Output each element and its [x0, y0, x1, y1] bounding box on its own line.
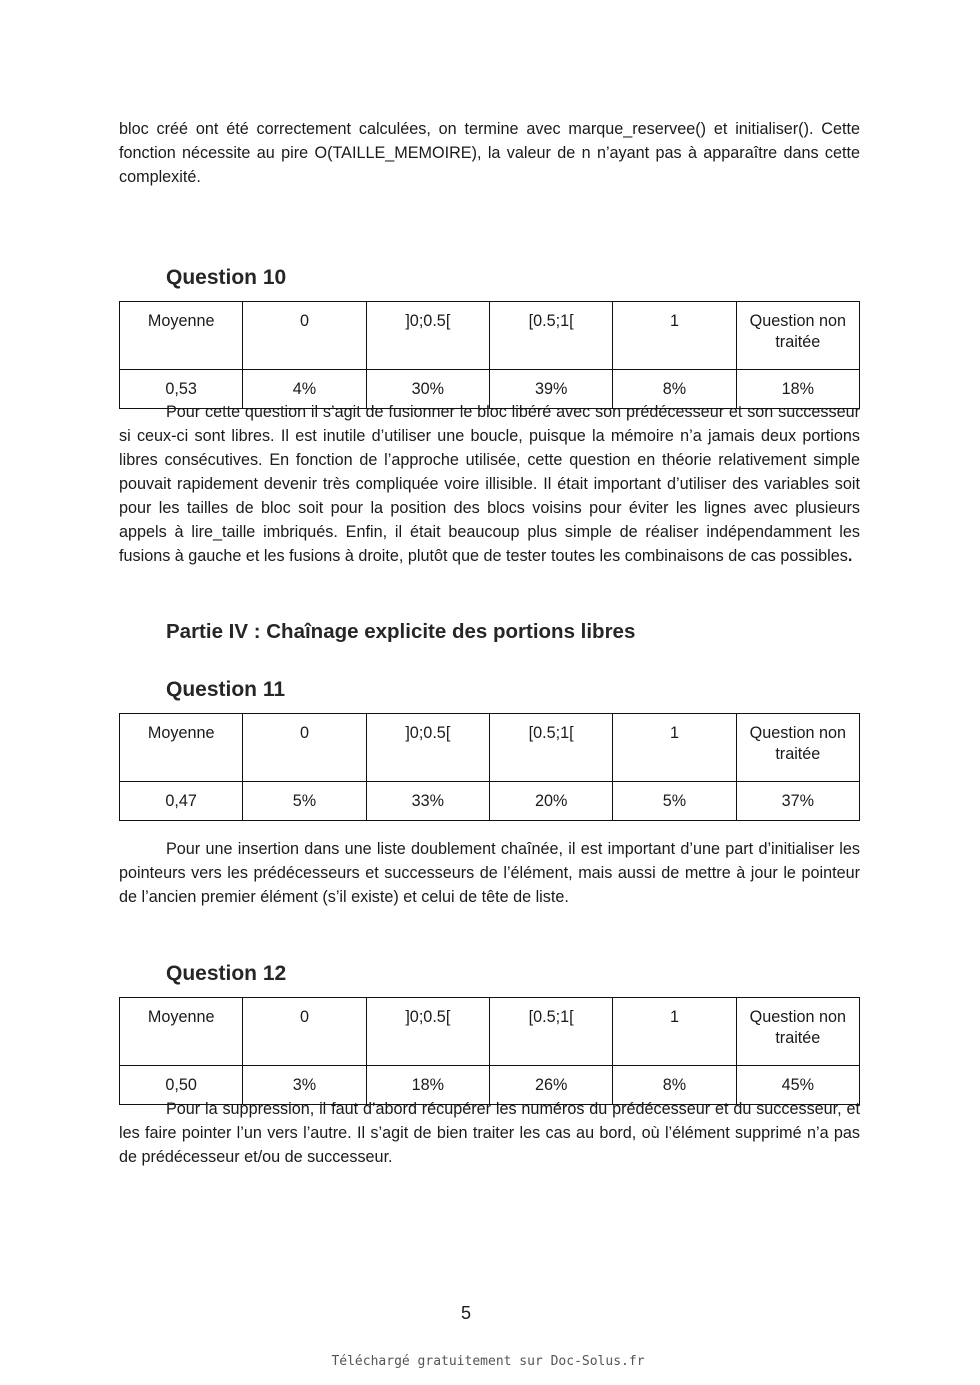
header-cell-non-traitee: Question non traitée: [736, 998, 859, 1066]
header-cell-high-range: [0.5;1[: [489, 714, 612, 782]
header-cell-low-range: ]0;0.5[: [366, 302, 489, 370]
header-cell-moyenne: Moyenne: [120, 302, 243, 370]
table-header-row: [120, 714, 860, 782]
value-cell-high-range: 20%: [489, 782, 612, 821]
question-11-title: Question 11: [166, 678, 286, 701]
header-cell-one: 1: [613, 998, 736, 1066]
value-cell-non-traitee: 45%: [736, 1066, 859, 1105]
question-12-table: [119, 997, 860, 1105]
header-cell-non-traitee: Question non traitée: [736, 714, 859, 782]
question-11-table: [119, 713, 860, 821]
header-cell-high-range: [0.5;1[: [489, 998, 612, 1066]
value-cell-zero: 5%: [243, 782, 366, 821]
table-values-row: [120, 782, 860, 821]
header-cell-high-range: [0.5;1[: [489, 302, 612, 370]
question-10-comment: [119, 400, 860, 568]
question-10-title: Question 10: [166, 266, 287, 289]
value-cell-one: 8%: [613, 1066, 736, 1105]
value-cell-low-range: 30%: [366, 370, 489, 409]
question-10-comment-end: .: [847, 547, 853, 565]
header-cell-zero: 0: [243, 998, 366, 1066]
value-cell-high-range: 26%: [489, 1066, 612, 1105]
value-cell-one: 5%: [613, 782, 736, 821]
value-cell-high-range: 39%: [489, 370, 612, 409]
question-12-comment: Pour la suppression, il faut d’abord récupérer les numéros du prédécesseur et du successeur, et les faire pointer l’un vers l’autre. Il s’agit de bien traiter les cas au bord, où l’élément supprimé n’a pas de prédécesseur et/ou de successeur.: [119, 1100, 860, 1166]
table-header-row: [120, 998, 860, 1066]
value-cell-zero: 4%: [243, 370, 366, 409]
page-number: 5: [460, 1303, 471, 1323]
header-cell-moyenne: Moyenne: [120, 998, 243, 1066]
header-cell-zero: 0: [243, 302, 366, 370]
header-cell-low-range: ]0;0.5[: [366, 998, 489, 1066]
header-cell-low-range: ]0;0.5[: [366, 714, 489, 782]
value-cell-low-range: 33%: [366, 782, 489, 821]
intro-paragraph: bloc créé ont été correctement calculées, on termine avec marque_reservee() et initialiser(). Cette fonction nécessite au pire O(TAILLE_MEMOIRE), la valeur de n n’ayant pas à apparaître dans cette complexité.: [119, 120, 860, 186]
value-cell-non-traitee: 37%: [736, 782, 859, 821]
value-cell-moyenne: 0,50: [120, 1066, 243, 1105]
question-12-title: Question 12: [166, 962, 287, 985]
table-header-row: [120, 302, 860, 370]
question-11-comment: Pour une insertion dans une liste doublement chaînée, il est important d’une part d’initialiser les pointeurs vers les prédécesseurs et successeurs de l’élément, mais aussi de mettre à jour le pointeur de l’ancien premier élément (s’il existe) et celui de tête de liste.: [119, 840, 860, 906]
value-cell-moyenne: 0,53: [120, 370, 243, 409]
part-4-heading: Partie IV : Chaînage explicite des portions libres: [166, 620, 636, 643]
value-cell-low-range: 18%: [366, 1066, 489, 1105]
question-10-table: [119, 301, 860, 409]
value-cell-moyenne: 0,47: [120, 782, 243, 821]
header-cell-zero: 0: [243, 714, 366, 782]
question-10-comment-text: Pour cette question il s’agit de fusionner le bloc libéré avec son prédécesseur et son successeur si ceux-ci sont libres. Il est inutile d’utiliser une boucle, puisque la mémoire n’a jamais deux portions libres consécutives. En fonction de l’approche utilisée, cette question en théorie relativement simple pouvait rapidement devenir très compliquée voire illisible. Il était important d’utiliser des variables soit pour les tailles de bloc soit pour la position des blocs voisins pour éviter les lignes avec plusieurs appels à lire_taille imbriqués. Enfin, il était beaucoup plus simple de réaliser indépendamment les fusions à gauche et les fusions à droite, plutôt que de tester toutes les combinaisons de cas possibles: [119, 403, 860, 565]
value-cell-non-traitee: 18%: [736, 370, 859, 409]
value-cell-zero: 3%: [243, 1066, 366, 1105]
download-footer: Téléchargé gratuitement sur Doc-Solus.fr: [331, 1354, 645, 1369]
header-cell-non-traitee: Question non traitée: [736, 302, 859, 370]
header-cell-moyenne: Moyenne: [120, 714, 243, 782]
value-cell-one: 8%: [613, 370, 736, 409]
header-cell-one: 1: [613, 714, 736, 782]
header-cell-one: 1: [613, 302, 736, 370]
